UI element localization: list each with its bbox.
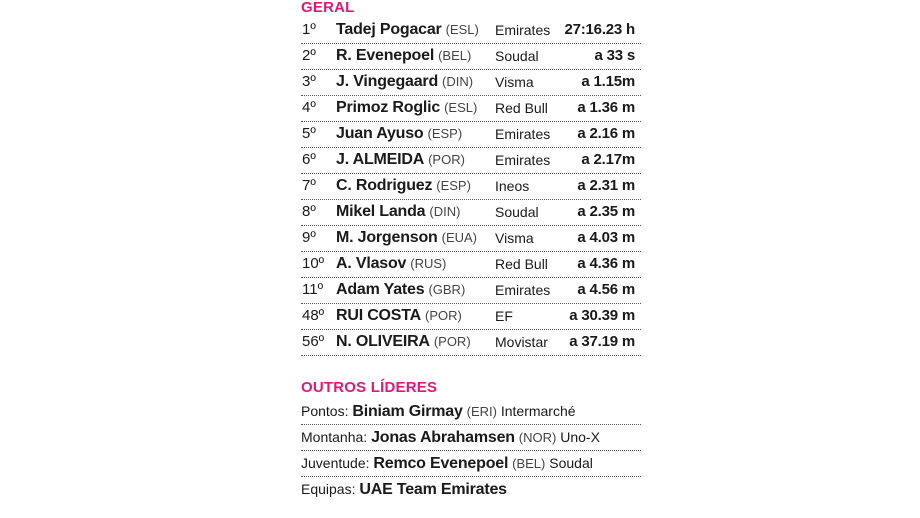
rider-name: Adam Yates [336, 281, 425, 298]
time-gap: a 4.56 m [577, 281, 635, 298]
leader-nationality: (BEL) [512, 456, 546, 471]
rank: 8º [302, 203, 316, 220]
standings-row [301, 18, 641, 44]
leader-category: Juventude: [301, 455, 370, 471]
team-name: Visma [495, 74, 534, 90]
rider-nationality: (GBR) [428, 282, 466, 297]
team-name: Movistar [495, 334, 548, 350]
rider-name: RUI COSTA [336, 307, 422, 324]
rank: 5º [302, 125, 316, 142]
rider-nationality: (ESL) [444, 100, 478, 115]
rider-nationality: (POR) [425, 308, 462, 323]
rider [336, 151, 465, 169]
standings-row [301, 96, 641, 122]
rank: 10º [302, 255, 325, 272]
rider [336, 255, 446, 273]
team-name: Visma [495, 230, 534, 246]
rank: 6º [302, 151, 316, 168]
rank: 9º [302, 229, 316, 246]
rider-nationality: (BEL) [438, 48, 472, 63]
rider-name: Juan Ayuso [336, 125, 424, 142]
standings-row [301, 148, 641, 174]
leader-name: Jonas Abrahamsen [371, 429, 515, 446]
leader-row [301, 425, 641, 451]
team-name: Soudal [495, 204, 539, 220]
rank: 3º [302, 73, 316, 90]
rider-nationality: (POR) [428, 152, 465, 167]
rider [336, 99, 477, 117]
leader-name: Remco Evenepoel [373, 455, 509, 472]
team-name: Ineos [495, 178, 530, 194]
rider-name: R. Evenepoel [336, 47, 435, 64]
rider [336, 333, 471, 351]
rider-nationality: (ESP) [436, 178, 471, 193]
rider-name: A. Vlasov [336, 255, 407, 272]
time-gap: a 2.35 m [577, 203, 635, 220]
other-leaders-list [301, 399, 641, 503]
time-gap: a 1.15m [581, 73, 635, 90]
classification-panel [301, 0, 641, 503]
rider [336, 229, 477, 247]
leader-name: Biniam Girmay [352, 403, 463, 420]
standings-row [301, 44, 641, 70]
time-gap: a 37.19 m [569, 333, 635, 350]
standings-row [301, 304, 641, 330]
team-name: Red Bull [495, 256, 548, 272]
team-name: Soudal [495, 48, 539, 64]
time-gap: a 30.39 m [569, 307, 635, 324]
rider-nationality: (EUA) [441, 230, 477, 245]
rider [336, 73, 473, 91]
rank: 48º [302, 307, 325, 324]
team-name: Emirates [495, 22, 551, 38]
time-gap: a 2.17m [581, 151, 635, 168]
leader-team: Intermarché [500, 403, 576, 419]
leader-row [301, 399, 641, 425]
rider-nationality: (ESL) [445, 22, 479, 37]
rider-nationality: (ESP) [427, 126, 463, 141]
rider [336, 47, 471, 65]
leader-row [301, 451, 641, 477]
rider [336, 21, 479, 39]
team-name: Red Bull [495, 100, 548, 116]
leader-name: UAE Team Emirates [359, 481, 507, 498]
standings-row [301, 122, 641, 148]
leader-nationality: (NOR) [518, 430, 557, 445]
rider-name: Tadej Pogacar [336, 21, 442, 38]
rider [336, 203, 460, 221]
rider [336, 307, 462, 325]
rank: 7º [302, 177, 316, 194]
team-name: Emirates [495, 126, 551, 142]
leader-team: Uno-X [560, 429, 600, 445]
rider-name: Primoz Roglic [336, 99, 441, 116]
time-gap: a 4.03 m [577, 229, 635, 246]
rank: 56º [302, 333, 325, 350]
time-gap: a 1.36 m [577, 99, 635, 116]
general-classification-table [301, 18, 641, 356]
leader-category: Equipas: [301, 481, 356, 497]
leader-category: Pontos: [301, 403, 349, 419]
time-gap: 27:16.23 h [564, 21, 635, 38]
rider-name: N. OLIVEIRA [336, 333, 430, 350]
standings-row [301, 252, 641, 278]
rider-nationality: (POR) [433, 334, 471, 349]
rank: 4º [302, 99, 316, 116]
leader-category: Montanha: [301, 429, 368, 445]
rider-nationality: (RUS) [410, 256, 447, 271]
standings-row [301, 278, 641, 304]
leader-team: Soudal [549, 455, 593, 471]
rank: 11º [302, 281, 324, 298]
rider-nationality: (DIN) [442, 74, 474, 89]
rider-name: M. Jorgenson [336, 229, 438, 246]
time-gap: a 4.36 m [577, 255, 635, 272]
rider-nationality: (DIN) [429, 204, 461, 219]
leader-nationality: (ERI) [466, 404, 497, 419]
standings-row [301, 70, 641, 96]
rider [336, 281, 465, 299]
rank: 1º [302, 21, 316, 38]
leader-row [301, 477, 641, 503]
rider [336, 125, 462, 143]
other-leaders-title: OUTROS LÍDERES [301, 379, 438, 396]
rider-name: C. Rodriguez [336, 177, 433, 194]
rank: 2º [302, 47, 316, 64]
team-name: Emirates [495, 152, 551, 168]
time-gap: a 33 s [594, 47, 635, 64]
standings-row [301, 200, 641, 226]
team-name: Emirates [495, 282, 551, 298]
rider-name: J. Vingegaard [336, 73, 439, 90]
standings-row [301, 330, 641, 356]
team-name: EF [495, 308, 513, 324]
rider [336, 177, 471, 195]
standings-row [301, 174, 641, 200]
standings-row [301, 226, 641, 252]
time-gap: a 2.16 m [577, 125, 635, 142]
rider-name: Mikel Landa [336, 203, 426, 220]
rider-name: J. ALMEIDA [336, 151, 425, 168]
general-classification-title: GERAL [301, 0, 355, 16]
time-gap: a 2.31 m [577, 177, 635, 194]
